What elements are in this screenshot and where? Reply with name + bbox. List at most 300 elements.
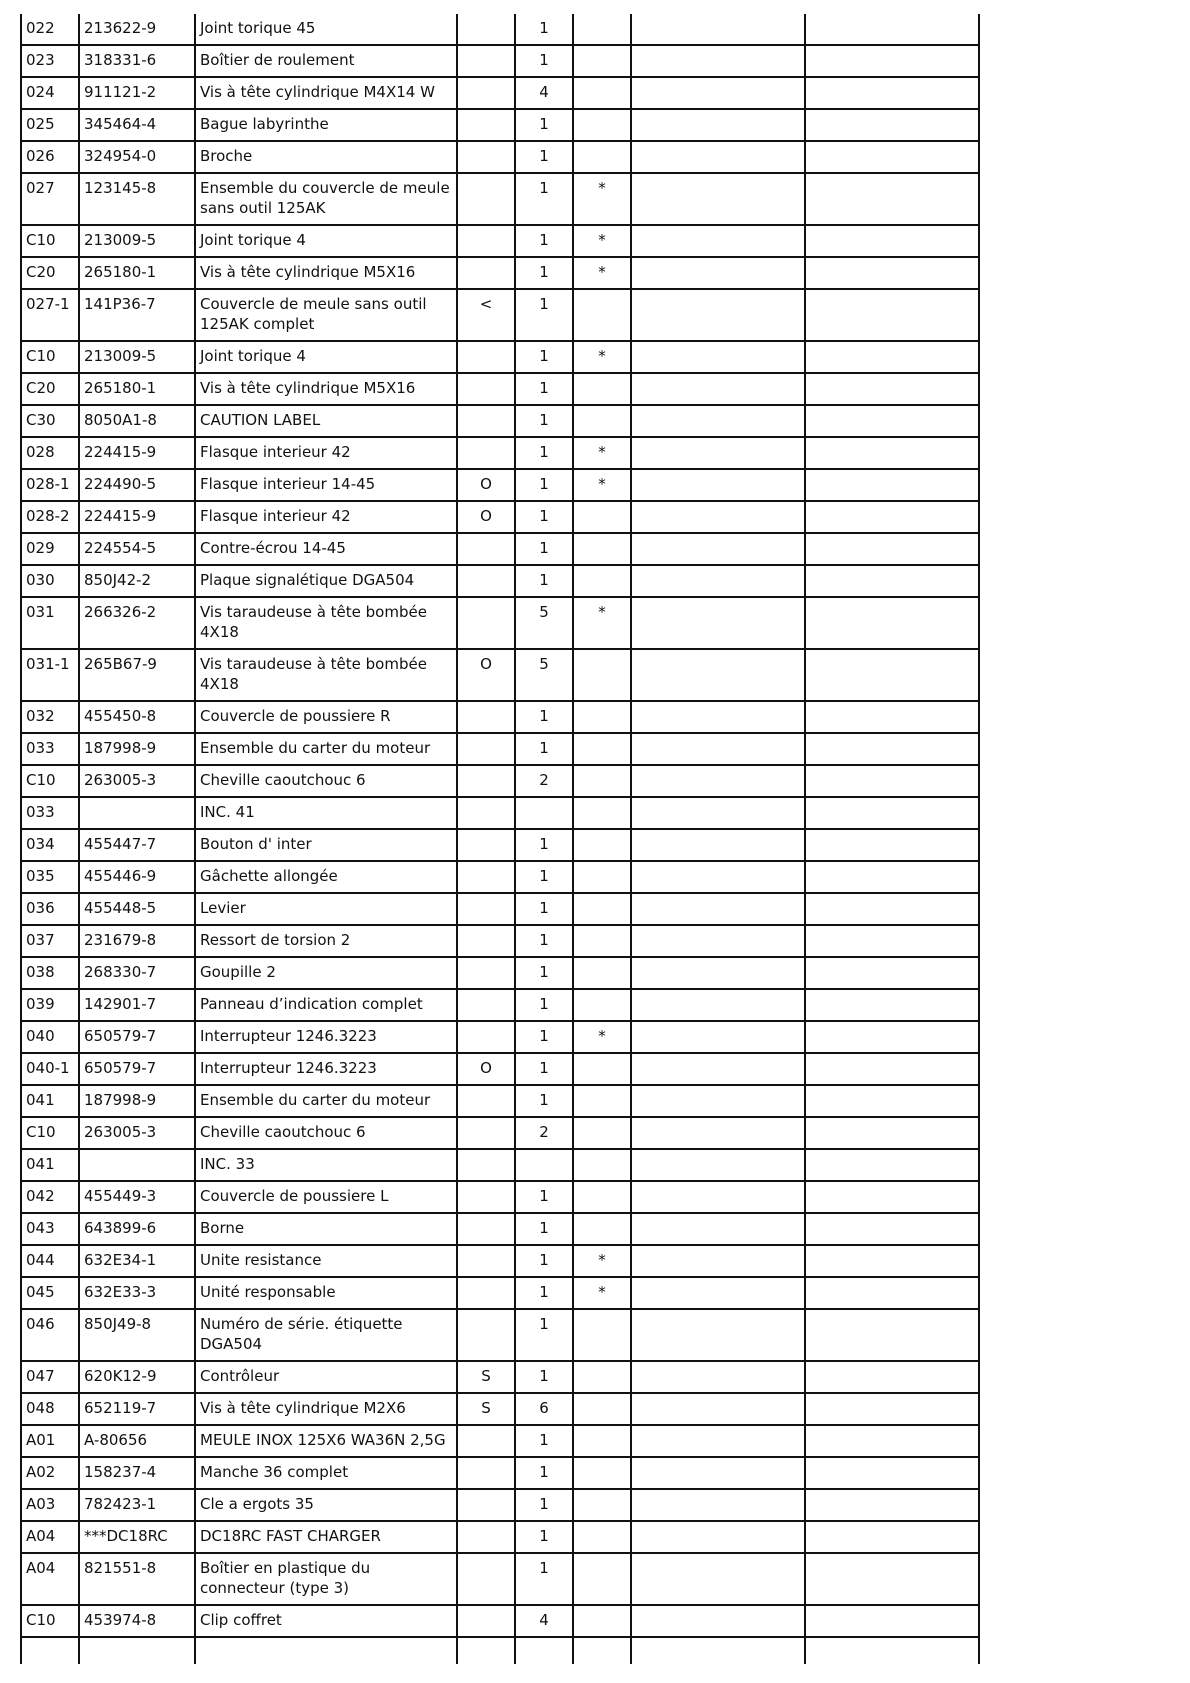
marker-cell [573, 289, 631, 341]
table-row [21, 765, 979, 797]
part-number-cell: 455446-9 [79, 861, 195, 893]
marker-cell: * [573, 225, 631, 257]
table-row [21, 957, 979, 989]
empty-cell [805, 1361, 979, 1393]
item-number-cell: 035 [21, 861, 79, 893]
note-flag-cell [457, 1553, 515, 1605]
note-flag-cell [457, 1213, 515, 1245]
item-number-cell: 022 [21, 14, 79, 45]
note-flag-cell [457, 765, 515, 797]
empty-cell [805, 597, 979, 649]
note-flag-cell [457, 341, 515, 373]
marker-cell [573, 1361, 631, 1393]
table-row [21, 733, 979, 765]
item-number-cell: 028-1 [21, 469, 79, 501]
quantity-cell: 1 [515, 733, 573, 765]
table-row [21, 257, 979, 289]
marker-cell [573, 1457, 631, 1489]
quantity-cell: 1 [515, 109, 573, 141]
table-row [21, 225, 979, 257]
item-number-cell: 023 [21, 45, 79, 77]
empty-cell [631, 1085, 805, 1117]
note-flag-cell [457, 14, 515, 45]
part-number-cell: 265B67-9 [79, 649, 195, 701]
part-number-cell: 231679-8 [79, 925, 195, 957]
description-cell: Unite resistance [195, 1245, 457, 1277]
part-number-cell: 123145-8 [79, 173, 195, 225]
description-cell: Goupille 2 [195, 957, 457, 989]
quantity-cell [515, 1149, 573, 1181]
part-number-cell: 266326-2 [79, 597, 195, 649]
note-flag-cell: < [457, 289, 515, 341]
note-flag-cell [457, 1021, 515, 1053]
note-flag-cell [457, 533, 515, 565]
description-cell: INC. 41 [195, 797, 457, 829]
part-number-cell: 620K12-9 [79, 1361, 195, 1393]
quantity-cell: 2 [515, 1117, 573, 1149]
description-cell: Boîtier de roulement [195, 45, 457, 77]
table-row [21, 1085, 979, 1117]
description-cell: Couvercle de poussiere R [195, 701, 457, 733]
part-number-cell: 782423-1 [79, 1489, 195, 1521]
description-cell: Interrupteur 1246.3223 [195, 1021, 457, 1053]
table-row [21, 597, 979, 649]
empty-cell [805, 1489, 979, 1521]
empty-cell [631, 957, 805, 989]
empty-cell [631, 1021, 805, 1053]
marker-cell [573, 405, 631, 437]
quantity-cell: 2 [515, 765, 573, 797]
item-number-cell: 033 [21, 797, 79, 829]
description-cell: Broche [195, 141, 457, 173]
part-number-cell: 911121-2 [79, 77, 195, 109]
quantity-cell: 4 [515, 77, 573, 109]
item-number-cell: A01 [21, 1425, 79, 1457]
marker-cell [573, 957, 631, 989]
description-cell: Clip coffret [195, 1605, 457, 1637]
item-number-cell: 025 [21, 109, 79, 141]
marker-cell [573, 1393, 631, 1425]
item-number-cell: 034 [21, 829, 79, 861]
part-number-cell: 213009-5 [79, 225, 195, 257]
table-row [21, 1213, 979, 1245]
quantity-cell: 1 [515, 1553, 573, 1605]
parts-list-table [20, 14, 980, 1664]
item-number-cell: A04 [21, 1521, 79, 1553]
empty-cell [631, 289, 805, 341]
empty-cell [805, 957, 979, 989]
part-number-cell: 265180-1 [79, 257, 195, 289]
table-row [21, 45, 979, 77]
note-flag-cell [457, 989, 515, 1021]
empty-cell [573, 1637, 631, 1664]
item-number-cell: 041 [21, 1149, 79, 1181]
quantity-cell: 1 [515, 341, 573, 373]
marker-cell: * [573, 257, 631, 289]
note-flag-cell [457, 1181, 515, 1213]
note-flag-cell [457, 1605, 515, 1637]
part-number-cell: 652119-7 [79, 1393, 195, 1425]
empty-cell [631, 1181, 805, 1213]
empty-cell [631, 1605, 805, 1637]
marker-cell: * [573, 1021, 631, 1053]
marker-cell [573, 141, 631, 173]
quantity-cell: 4 [515, 1605, 573, 1637]
empty-cell [631, 765, 805, 797]
note-flag-cell [457, 797, 515, 829]
marker-cell: * [573, 341, 631, 373]
item-number-cell: 042 [21, 1181, 79, 1213]
marker-cell: * [573, 1277, 631, 1309]
quantity-cell: 6 [515, 1393, 573, 1425]
marker-cell [573, 1085, 631, 1117]
quantity-cell: 1 [515, 533, 573, 565]
empty-cell [805, 1117, 979, 1149]
marker-cell: * [573, 173, 631, 225]
item-number-cell: C10 [21, 225, 79, 257]
item-number-cell: 027-1 [21, 289, 79, 341]
quantity-cell: 1 [515, 14, 573, 45]
part-number-cell: A-80656 [79, 1425, 195, 1457]
table-row [21, 405, 979, 437]
marker-cell [573, 1521, 631, 1553]
empty-cell [631, 1245, 805, 1277]
empty-cell [631, 925, 805, 957]
marker-cell [573, 893, 631, 925]
quantity-cell: 1 [515, 1489, 573, 1521]
empty-cell [21, 1637, 79, 1664]
parts-list-body [21, 14, 979, 1664]
empty-cell [631, 225, 805, 257]
description-cell: Joint torique 4 [195, 225, 457, 257]
quantity-cell: 1 [515, 289, 573, 341]
marker-cell [573, 1605, 631, 1637]
table-row-partial [21, 1637, 979, 1664]
table-row [21, 1053, 979, 1085]
empty-cell [631, 1489, 805, 1521]
empty-cell [805, 77, 979, 109]
marker-cell [573, 373, 631, 405]
item-number-cell: 031 [21, 597, 79, 649]
quantity-cell: 1 [515, 501, 573, 533]
part-number-cell [79, 1149, 195, 1181]
empty-cell [805, 1457, 979, 1489]
item-number-cell: 038 [21, 957, 79, 989]
empty-cell [805, 501, 979, 533]
item-number-cell: C10 [21, 1117, 79, 1149]
description-cell: Contre-écrou 14-45 [195, 533, 457, 565]
quantity-cell: 1 [515, 469, 573, 501]
empty-cell [631, 1213, 805, 1245]
item-number-cell: 026 [21, 141, 79, 173]
empty-cell [631, 1457, 805, 1489]
description-cell: Bouton d' inter [195, 829, 457, 861]
table-row [21, 1489, 979, 1521]
description-cell: Boîtier en plastique du connecteur (type 3) [195, 1553, 457, 1605]
description-cell: Flasque interieur 14-45 [195, 469, 457, 501]
table-row [21, 1181, 979, 1213]
quantity-cell: 1 [515, 957, 573, 989]
note-flag-cell [457, 109, 515, 141]
quantity-cell: 1 [515, 989, 573, 1021]
description-cell: Vis taraudeuse à tête bombée 4X18 [195, 649, 457, 701]
description-cell: Numéro de série. étiquette DGA504 [195, 1309, 457, 1361]
quantity-cell: 1 [515, 141, 573, 173]
table-row [21, 373, 979, 405]
quantity-cell: 1 [515, 225, 573, 257]
empty-cell [805, 141, 979, 173]
empty-cell [631, 1277, 805, 1309]
note-flag-cell [457, 1489, 515, 1521]
part-number-cell: 224415-9 [79, 437, 195, 469]
description-cell: Joint torique 4 [195, 341, 457, 373]
empty-cell [805, 649, 979, 701]
table-row [21, 1021, 979, 1053]
empty-cell [805, 565, 979, 597]
empty-cell [631, 597, 805, 649]
empty-cell [631, 1149, 805, 1181]
description-cell: Vis à tête cylindrique M4X14 W [195, 77, 457, 109]
quantity-cell: 1 [515, 1053, 573, 1085]
note-flag-cell [457, 405, 515, 437]
item-number-cell: 028 [21, 437, 79, 469]
note-flag-cell [457, 173, 515, 225]
item-number-cell: 033 [21, 733, 79, 765]
note-flag-cell [457, 893, 515, 925]
empty-cell [805, 1213, 979, 1245]
empty-cell [631, 437, 805, 469]
table-row [21, 289, 979, 341]
marker-cell: * [573, 1245, 631, 1277]
marker-cell [573, 565, 631, 597]
note-flag-cell: O [457, 501, 515, 533]
item-number-cell: C10 [21, 341, 79, 373]
part-number-cell: 850J49-8 [79, 1309, 195, 1361]
empty-cell [805, 989, 979, 1021]
note-flag-cell [457, 957, 515, 989]
empty-cell [631, 1553, 805, 1605]
description-cell: Manche 36 complet [195, 1457, 457, 1489]
part-number-cell: 324954-0 [79, 141, 195, 173]
empty-cell [631, 77, 805, 109]
part-number-cell: 142901-7 [79, 989, 195, 1021]
table-row [21, 893, 979, 925]
part-number-cell [79, 797, 195, 829]
table-row [21, 469, 979, 501]
part-number-cell: 632E33-3 [79, 1277, 195, 1309]
empty-cell [631, 797, 805, 829]
table-row [21, 649, 979, 701]
description-cell: Gâchette allongée [195, 861, 457, 893]
part-number-cell: 345464-4 [79, 109, 195, 141]
part-number-cell: 213622-9 [79, 14, 195, 45]
item-number-cell: C10 [21, 765, 79, 797]
quantity-cell: 1 [515, 1361, 573, 1393]
empty-cell [805, 225, 979, 257]
empty-cell [631, 173, 805, 225]
marker-cell [573, 1553, 631, 1605]
empty-cell [631, 533, 805, 565]
description-cell: Vis à tête cylindrique M2X6 [195, 1393, 457, 1425]
description-cell: MEULE INOX 125X6 WA36N 2,5G [195, 1425, 457, 1457]
note-flag-cell [457, 597, 515, 649]
description-cell: Ensemble du couvercle de meule sans outil 125AK [195, 173, 457, 225]
part-number-cell: 850J42-2 [79, 565, 195, 597]
quantity-cell: 1 [515, 925, 573, 957]
part-number-cell: 821551-8 [79, 1553, 195, 1605]
empty-cell [805, 1053, 979, 1085]
note-flag-cell [457, 829, 515, 861]
marker-cell [573, 1213, 631, 1245]
table-row [21, 173, 979, 225]
marker-cell [573, 533, 631, 565]
quantity-cell: 1 [515, 829, 573, 861]
empty-cell [805, 469, 979, 501]
table-row [21, 533, 979, 565]
empty-cell [805, 1521, 979, 1553]
empty-cell [805, 289, 979, 341]
note-flag-cell [457, 925, 515, 957]
quantity-cell: 1 [515, 437, 573, 469]
marker-cell [573, 45, 631, 77]
description-cell: Vis à tête cylindrique M5X16 [195, 257, 457, 289]
empty-cell [631, 14, 805, 45]
item-number-cell: 047 [21, 1361, 79, 1393]
note-flag-cell: S [457, 1393, 515, 1425]
empty-cell [515, 1637, 573, 1664]
empty-cell [805, 437, 979, 469]
description-cell: Vis à tête cylindrique M5X16 [195, 373, 457, 405]
empty-cell [805, 1605, 979, 1637]
item-number-cell: 030 [21, 565, 79, 597]
marker-cell [573, 797, 631, 829]
part-number-cell: 455450-8 [79, 701, 195, 733]
item-number-cell: C30 [21, 405, 79, 437]
note-flag-cell [457, 257, 515, 289]
marker-cell [573, 989, 631, 1021]
item-number-cell: 029 [21, 533, 79, 565]
marker-cell [573, 1053, 631, 1085]
item-number-cell: 040-1 [21, 1053, 79, 1085]
table-row [21, 141, 979, 173]
table-row [21, 1425, 979, 1457]
table-row [21, 1361, 979, 1393]
empty-cell [805, 1245, 979, 1277]
marker-cell [573, 925, 631, 957]
description-cell: Ensemble du carter du moteur [195, 1085, 457, 1117]
marker-cell [573, 14, 631, 45]
empty-cell [631, 1637, 805, 1664]
empty-cell [805, 341, 979, 373]
table-row [21, 1277, 979, 1309]
empty-cell [805, 1393, 979, 1425]
empty-cell [805, 1149, 979, 1181]
table-row [21, 1521, 979, 1553]
quantity-cell: 1 [515, 701, 573, 733]
quantity-cell: 1 [515, 173, 573, 225]
description-cell: INC. 33 [195, 1149, 457, 1181]
description-cell: Flasque interieur 42 [195, 501, 457, 533]
part-number-cell: 318331-6 [79, 45, 195, 77]
item-number-cell: 041 [21, 1085, 79, 1117]
description-cell: Vis taraudeuse à tête bombée 4X18 [195, 597, 457, 649]
part-number-cell: 455449-3 [79, 1181, 195, 1213]
part-number-cell: 224490-5 [79, 469, 195, 501]
empty-cell [631, 701, 805, 733]
part-number-cell: 224415-9 [79, 501, 195, 533]
quantity-cell: 5 [515, 649, 573, 701]
empty-cell [805, 797, 979, 829]
empty-cell [805, 1181, 979, 1213]
table-row [21, 1605, 979, 1637]
quantity-cell: 1 [515, 1457, 573, 1489]
quantity-cell: 1 [515, 1021, 573, 1053]
part-number-cell: 650579-7 [79, 1021, 195, 1053]
empty-cell [805, 1425, 979, 1457]
marker-cell [573, 1149, 631, 1181]
table-row [21, 1245, 979, 1277]
empty-cell [805, 861, 979, 893]
empty-cell [805, 701, 979, 733]
quantity-cell: 1 [515, 373, 573, 405]
description-cell: Flasque interieur 42 [195, 437, 457, 469]
note-flag-cell [457, 1309, 515, 1361]
description-cell: Contrôleur [195, 1361, 457, 1393]
quantity-cell: 1 [515, 1213, 573, 1245]
part-number-cell: 213009-5 [79, 341, 195, 373]
note-flag-cell [457, 733, 515, 765]
table-row [21, 829, 979, 861]
empty-cell [805, 1637, 979, 1664]
empty-cell [805, 45, 979, 77]
empty-cell [805, 14, 979, 45]
marker-cell [573, 649, 631, 701]
part-number-cell: 643899-6 [79, 1213, 195, 1245]
empty-cell [631, 501, 805, 533]
note-flag-cell [457, 1425, 515, 1457]
empty-cell [631, 861, 805, 893]
description-cell: Panneau d’indication complet [195, 989, 457, 1021]
note-flag-cell: O [457, 1053, 515, 1085]
note-flag-cell [457, 141, 515, 173]
note-flag-cell: O [457, 469, 515, 501]
quantity-cell: 1 [515, 257, 573, 289]
empty-cell [631, 1309, 805, 1361]
note-flag-cell [457, 373, 515, 405]
marker-cell [573, 1309, 631, 1361]
part-number-cell: 263005-3 [79, 1117, 195, 1149]
note-flag-cell [457, 45, 515, 77]
note-flag-cell [457, 1457, 515, 1489]
empty-cell [631, 1393, 805, 1425]
item-number-cell: 044 [21, 1245, 79, 1277]
item-number-cell: C20 [21, 257, 79, 289]
description-cell: Cle a ergots 35 [195, 1489, 457, 1521]
part-number-cell: 650579-7 [79, 1053, 195, 1085]
quantity-cell: 1 [515, 1425, 573, 1457]
table-row [21, 1117, 979, 1149]
part-number-cell: 8050A1-8 [79, 405, 195, 437]
quantity-cell: 1 [515, 565, 573, 597]
empty-cell [805, 1085, 979, 1117]
empty-cell [805, 373, 979, 405]
table-row [21, 501, 979, 533]
marker-cell: * [573, 597, 631, 649]
marker-cell [573, 109, 631, 141]
item-number-cell: A02 [21, 1457, 79, 1489]
note-flag-cell [457, 701, 515, 733]
item-number-cell: 048 [21, 1393, 79, 1425]
